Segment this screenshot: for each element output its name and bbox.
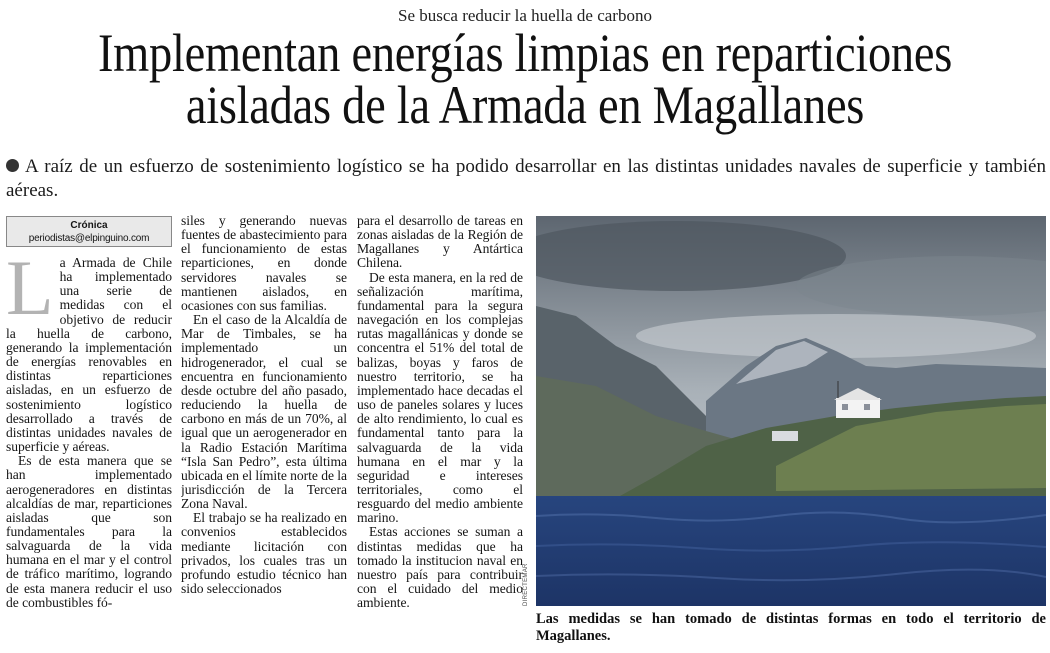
lead-text: A raíz de un esfuerzo de sostenimiento logístico se ha podido desarrollar en las distintas unidades navales de superficie y también aéreas. xyxy=(6,156,1046,201)
article-paragraph: Estas acciones se suman a distintas medidas que ha tomado la institucion naval en nuestro país para contribuir con el cuidado del medio ambiente. xyxy=(357,524,523,611)
headline xyxy=(74,23,977,135)
lead-paragraph xyxy=(6,155,1046,203)
byline-section: Crónica xyxy=(70,220,108,231)
photo-caption: Las medidas se han tomado de distintas formas en todo el territorio de Magallanes. xyxy=(536,611,1046,644)
headline-line-1: Implementan energías limpias en reparticiones xyxy=(97,23,953,83)
kicker: Se busca reducir la huella de carbono xyxy=(398,6,652,25)
byline-email[interactable]: periodistas@elpinguino.com xyxy=(28,233,150,244)
article-column-1 xyxy=(6,256,172,646)
article-paragraph: En el caso de la Alcaldía de Mar de Timbales, se ha implementado un hidrogenerador, el cual se encuentra en funcionamiento desde octubre del año pasado, reduciendo la huella de carbono en más de un 70%, al igual que un aerogenerador en la Radio Estación Marítima “Isla San Pedro”, esta última ubicada en el límite norte de la jurisdicción de la Tercera Zona Naval. xyxy=(181,312,347,512)
article-paragraph: El trabajo se ha realizado en convenios establecidos mediante licitación con privados, los cuales tras un profundo estudio técnico han sido seleccionados xyxy=(181,510,347,597)
article-paragraph: siles y generando nuevas fuentes de abastecimiento para el funcionamiento de estas reparticiones, en donde servidores navales se mantienen aislados, en ocasiones con sus familias. xyxy=(181,214,347,313)
photo-landscape xyxy=(536,216,1046,606)
article-paragraph: Es de esta manera que se han implementado aerogeneradores en distintas alcaldías de mar, reparticiones aisladas que son fundamentales para la salvaguarda de la vida humana en el mar y el control de tráfico marítimo, logrando de esta manera reducir el uso de combustibles fó- xyxy=(6,453,172,610)
bullet-icon xyxy=(6,159,19,172)
article-paragraph: para el desarrollo de tareas en zonas aisladas de la Región de Magallanes y Antártica Chilena. xyxy=(357,214,523,271)
article-paragraph: a Armada de Chile ha implementado una serie de medidas con el objetivo de reducir la huella de carbono, generando la implementación de energías renovables en distintas reparticiones aisladas, en un esfuerzo de sostenimiento logístico desarrollado a través de distintas unidades navales de superficie y aéreas. xyxy=(6,256,172,455)
photo-credit: DIRECTEMAR xyxy=(523,563,529,606)
drop-cap: L xyxy=(6,256,54,331)
article-column-2 xyxy=(181,214,347,646)
article-photo xyxy=(536,216,1046,606)
article-paragraph: De esta manera, en la red de señalización marítima, fundamental para la segura navegación en los complejas rutas magallánicas y donde se concentra el 51% del total de balizas, boyas y faros de nuestro territorio, se ha implementado hace decadas el uso de paneles solares y luces de alto rendimiento, lo cual es fundamental tanto para la salvaguarda de la vida humana en el mar y la seguridad e intereses territoriales, como el resguardo del medio ambiente marino. xyxy=(357,269,523,526)
article-column-3 xyxy=(357,214,523,646)
headline-line-2: aisladas de la Armada en Magallanes xyxy=(185,75,865,135)
byline-box xyxy=(6,216,172,247)
